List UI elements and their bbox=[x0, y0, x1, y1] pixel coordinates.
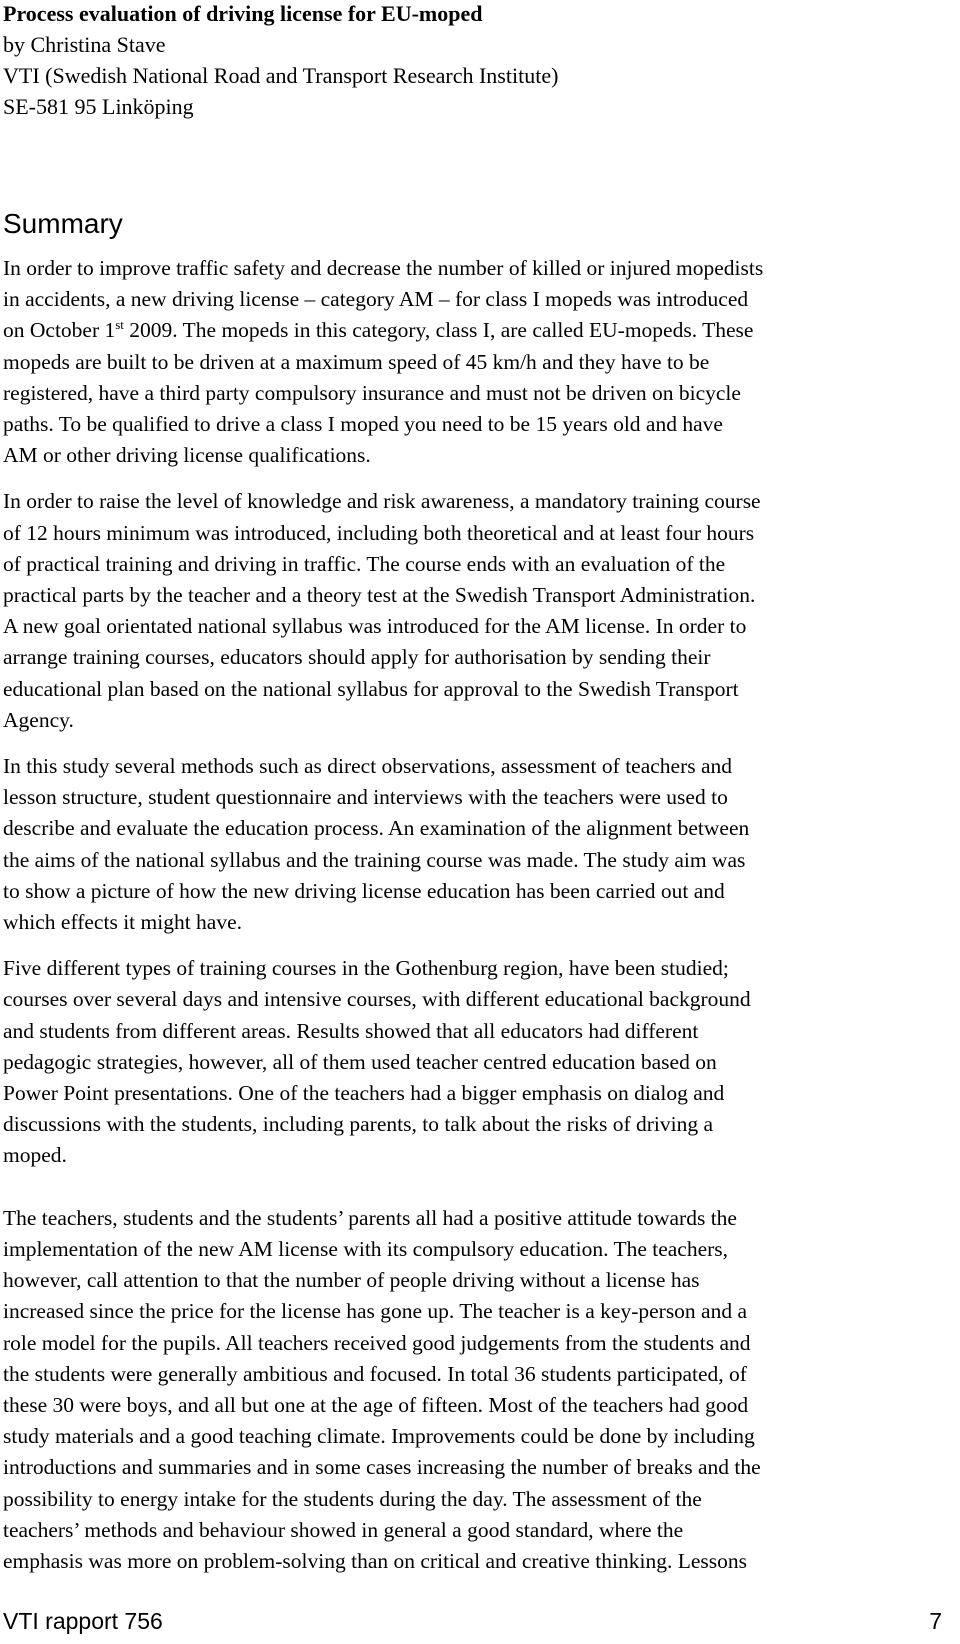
page-number: 7 bbox=[929, 1608, 942, 1634]
paragraph-4: Five different types of training courses in the Gothenburg region, have been studied; courses over several days and intensive courses, with different educational background and students from different areas. Results showed that all educators had different pedagogic strategies, however, all of them used teacher centred education based on Power Point presentations. One of the teachers had a bigger emphasis on dialog and discussions with the students, including parents, to talk about the risks of driving a moped. bbox=[3, 956, 751, 1168]
paragraph-1 bbox=[3, 253, 943, 471]
document-header bbox=[3, 0, 558, 122]
report-footer: VTI rapport 756 bbox=[3, 1608, 163, 1634]
paragraph-5: The teachers, students and the students’ parents all had a positive attitude towards the implementation of the new AM license with its compulsory education. The teachers, however, call attention to that the number of people driving without a license has increased since the price for the license has gone up. The teacher is a key-person and a role model for the pupils. All teachers received good judgements from the students and the students were generally ambitious and focused. In total 36 students participated, of these 30 were boys, and all but one at the age of fifteen. Most of the teachers had good study materials and a good teaching climate. Improvements could be done by including introductions and summaries and in some cases increasing the number of breaks and the possibility to energy intake for the students during the day. The assessment of the teachers’ methods and behaviour showed in general a good standard, where the emphasis was more on problem-solving than on critical and creative thinking. Lessons bbox=[3, 1205, 761, 1573]
author-line: by Christina Stave bbox=[3, 32, 166, 57]
paragraph-2: In order to raise the level of knowledge and risk awareness, a mandatory training course of 12 hours minimum was introduced, including both theoretical and at least four hours of practical training and driving in traffic. The course ends with an evaluation of the practical parts by the teacher and a theory test at the Swedish Transport Administration. A new goal orientated national syllabus was introduced for the AM license. In order to arrange training courses, educators should apply for authorisation by sending their educational plan based on the national syllabus for approval to the Swedish Transport Agency. bbox=[3, 489, 761, 732]
paragraph-1-text-a: In order to improve traffic safety and decrease the number of killed or injured mopedists in accidents, a new driving license – category AM – for class I mopeds was introduced on October 1 bbox=[3, 256, 764, 343]
summary-body bbox=[3, 253, 943, 1592]
paragraph-3: In this study several methods such as direct observations, assessment of teachers and lesson structure, student questionnaire and interviews with the teachers were used to describe and evaluate the education process. An examination of the alignment between the aims of the national syllabus and the training course was made. The study aim was to show a picture of how the new driving license education has been carried out and which effects it might have. bbox=[3, 754, 750, 935]
institute-line: VTI (Swedish National Road and Transport Research Institute) bbox=[3, 63, 559, 88]
ordinal-superscript: st bbox=[115, 317, 124, 333]
paragraph-1-text-b: 2009. The mopeds in this category, class I, are called EU-mopeds. These mopeds are built to be driven at a maximum speed of 45 km/h and they have to be registered, have a third party compulsory insurance and must not be driven on bicycle paths. To be qualified to drive a class I moped you need to be 15 years old and have AM or other driving license qualifications. bbox=[3, 318, 754, 468]
section-heading: Summary bbox=[3, 208, 123, 239]
address-line: SE-581 95 Linköping bbox=[3, 94, 194, 119]
document-title: Process evaluation of driving license for EU-moped bbox=[3, 1, 483, 26]
